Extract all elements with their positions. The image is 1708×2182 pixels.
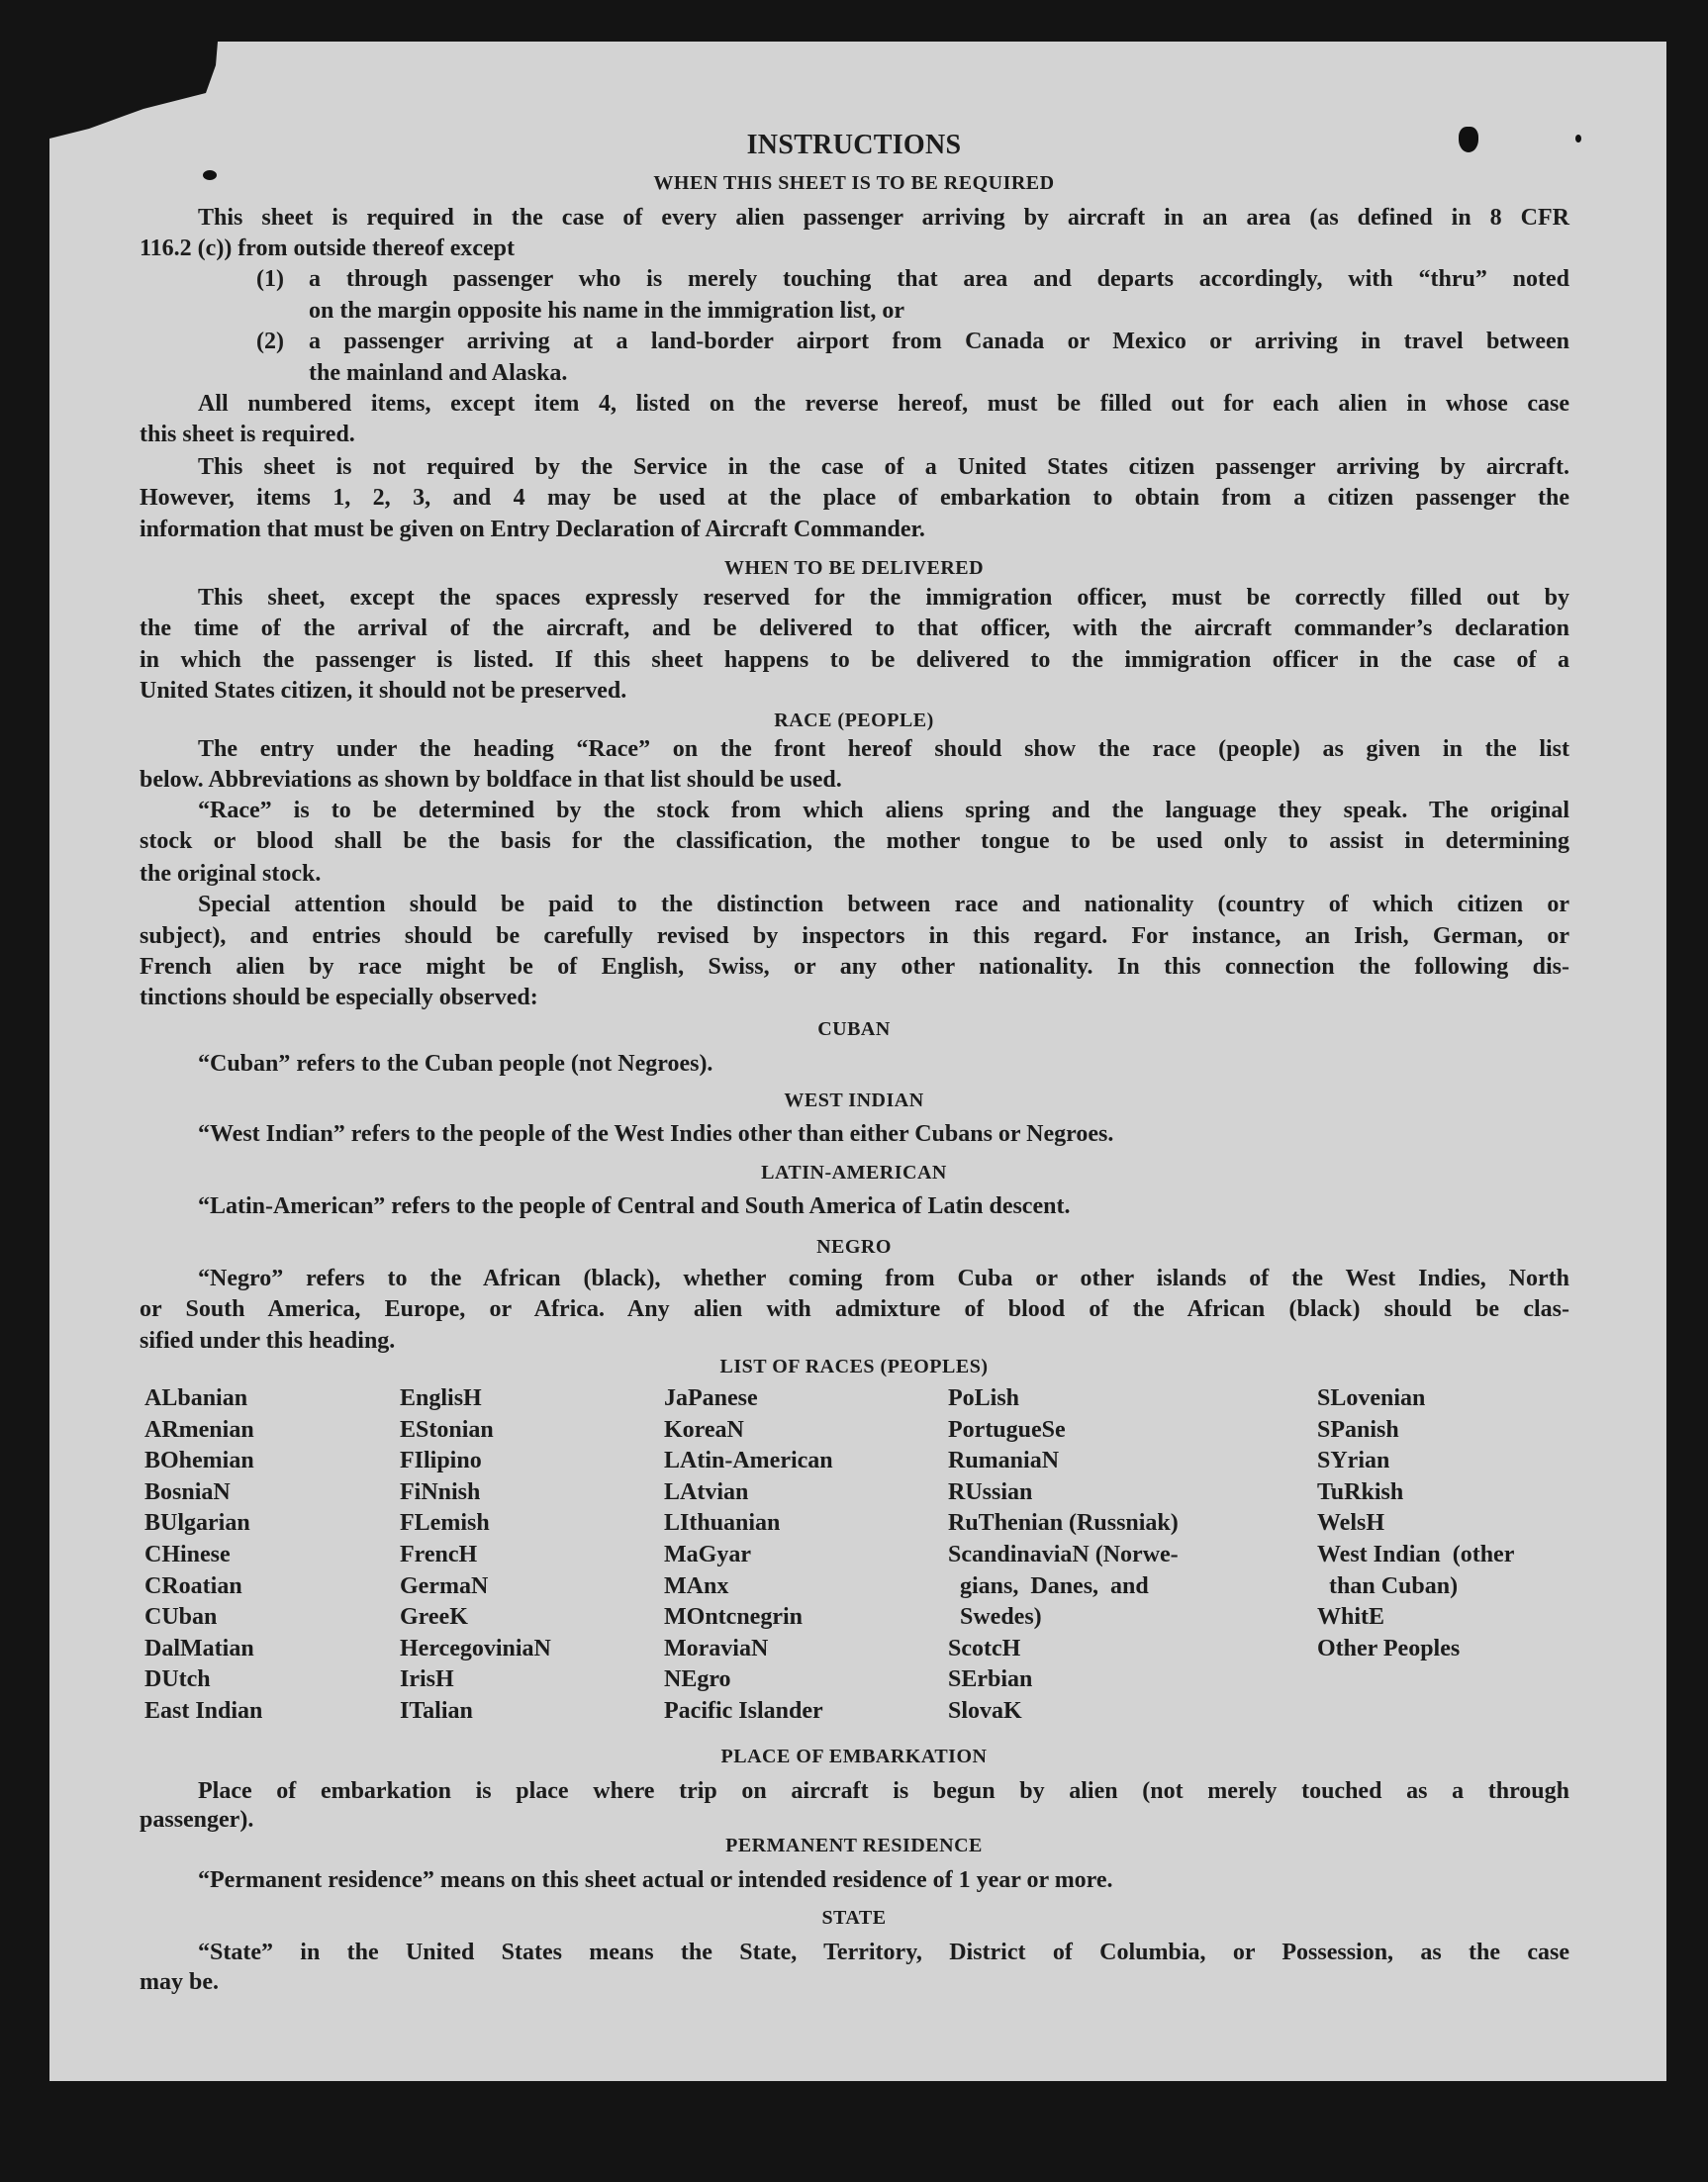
race-list-item: SYrian	[1317, 1448, 1390, 1474]
paragraph-line: subject), and entries should be carefully revised by inspectors in this regard. For instance, an Irish, German, or	[140, 922, 1569, 949]
item-number: (1)	[256, 265, 284, 292]
paragraph-line: “Permanent residence” means on this sheet actual or intended residence of 1 year or more.	[198, 1866, 1113, 1893]
race-list-item: FIlipino	[400, 1448, 482, 1474]
paragraph-line: “Negro” refers to the African (black), whether coming from Cuba or other islands of the West Indies, North	[198, 1266, 1569, 1292]
race-list-item: BOhemian	[144, 1448, 254, 1474]
paragraph-line: Place of embarkation is place where trip on aircraft is begun by alien (not merely touched as a through	[198, 1777, 1569, 1804]
paragraph-line: in which the passenger is listed. If this sheet happens to be delivered to the immigration officer in the case of a	[140, 647, 1569, 674]
race-list-item: ScandinaviaN (Norwe-	[948, 1541, 1179, 1567]
race-list-item: than Cuban)	[1317, 1572, 1459, 1599]
paragraph-line: sified under this heading.	[140, 1328, 396, 1355]
paragraph-line: the original stock.	[140, 860, 322, 887]
race-list-item: SErbian	[948, 1666, 1033, 1693]
race-list-item: MAnx	[664, 1572, 729, 1599]
item-number: (2)	[256, 329, 284, 355]
paragraph-line: below. Abbreviations as shown by boldface in that list should be used.	[140, 767, 842, 794]
race-list-item: Swedes)	[948, 1604, 1042, 1631]
section-heading: NEGRO	[816, 1235, 892, 1258]
race-list-item: BosniaN	[144, 1478, 231, 1505]
paragraph-line: passenger).	[140, 1807, 254, 1834]
race-list-item: EStonian	[400, 1416, 494, 1443]
race-list-item: FLemish	[400, 1510, 490, 1537]
section-heading: WHEN TO BE DELIVERED	[723, 557, 985, 580]
paragraph-line: The entry under the heading “Race” on the front hereof should show the race (people) as given in the list	[198, 736, 1569, 763]
paragraph-line: This sheet is not required by the Service in the case of a United States citizen passenger arriving by aircraft.	[198, 453, 1569, 480]
race-list-item: PoLish	[948, 1385, 1020, 1412]
race-list-item: CHinese	[144, 1541, 231, 1567]
race-list-item: ARmenian	[144, 1416, 254, 1443]
race-list-item: ITalian	[400, 1697, 473, 1724]
paragraph-line: However, items 1, 2, 3, and 4 may be used at the place of embarkation to obtain from a citizen passenger the	[140, 484, 1569, 511]
race-list-item: WelsH	[1317, 1510, 1385, 1537]
paragraph-line: French alien by race might be of English, Swiss, or any other nationality. In this connection the following dis-	[140, 953, 1569, 980]
paragraph-line: may be.	[140, 1968, 219, 1995]
paragraph-line: information that must be given on Entry Declaration of Aircraft Commander.	[140, 517, 925, 543]
section-heading: PERMANENT RESIDENCE	[725, 1834, 983, 1856]
race-list-item: TuRkish	[1317, 1478, 1404, 1505]
race-list-item: HercegoviniaN	[400, 1635, 551, 1661]
race-list-item: SPanish	[1317, 1416, 1399, 1443]
race-list-item: gians, Danes, and	[948, 1572, 1149, 1599]
race-list-item: RUssian	[948, 1478, 1033, 1505]
race-list-item: LAtin-American	[664, 1448, 833, 1474]
race-list-item: KoreaN	[664, 1416, 744, 1443]
paragraph-line: “Race” is to be determined by the stock from which aliens spring and the language they speak. The original	[198, 798, 1569, 824]
paragraph-line: “Latin-American” refers to the people of Central and South America of Latin descent.	[198, 1192, 1071, 1219]
section-heading: CUBAN	[817, 1018, 891, 1041]
race-list-item: BUlgarian	[144, 1510, 250, 1537]
race-list-item: DalMatian	[144, 1635, 254, 1661]
item-line: the mainland and Alaska.	[309, 360, 568, 387]
race-list-item: ScotcH	[948, 1635, 1021, 1661]
race-list-item: RuThenian (Russniak)	[948, 1510, 1179, 1537]
race-list-item: FrencH	[400, 1541, 478, 1567]
race-list-item: DUtch	[144, 1666, 211, 1693]
paragraph-line: Special attention should be paid to the distinction between race and nationality (country of which citizen or	[198, 891, 1569, 917]
race-list-item: MoraviaN	[664, 1635, 769, 1661]
race-list-item: West Indian (other	[1317, 1541, 1515, 1567]
item-line: a passenger arriving at a land-border airport from Canada or Mexico or arriving in travel between	[309, 329, 1569, 355]
paragraph-line: This sheet is required in the case of every alien passenger arriving by aircraft in an area (as defined in 8 CFR	[198, 204, 1569, 231]
race-list-item: NEgro	[664, 1666, 731, 1693]
race-list-item: Other Peoples	[1317, 1635, 1461, 1661]
paragraph-line: this sheet is required.	[140, 422, 355, 448]
race-list-item: SLovenian	[1317, 1385, 1426, 1412]
paragraph-line: the time of the arrival of the aircraft, and be delivered to that officer, with the aircraft commander’s declaration	[140, 615, 1569, 641]
paragraph-line: “State” in the United States means the State, Territory, District of Columbia, or Possession, as the case	[198, 1940, 1569, 1966]
race-list-item: CRoatian	[144, 1572, 242, 1599]
race-list-item: ALbanian	[144, 1385, 248, 1412]
section-heading: LIST OF RACES (PEOPLES)	[719, 1355, 989, 1377]
paragraph-line: “Cuban” refers to the Cuban people (not Negroes).	[198, 1051, 713, 1078]
paragraph-line: 116.2 (c)) from outside thereof except	[140, 235, 516, 261]
paragraph-line: tinctions should be especially observed:	[140, 984, 538, 1010]
race-list-item: PortugueSe	[948, 1416, 1066, 1443]
paragraph-line: stock or blood shall be the basis for the classification, the mother tongue to be used only to assist in determining	[140, 828, 1569, 855]
race-list-item: FiNnish	[400, 1478, 481, 1505]
paragraph-line: All numbered items, except item 4, listed on the reverse hereof, must be filled out for each alien in whose case	[198, 391, 1569, 418]
section-heading: WEST INDIAN	[784, 1089, 924, 1111]
page-title: INSTRUCTIONS	[746, 129, 962, 160]
paragraph-line: This sheet, except the spaces expressly reserved for the immigration officer, must be correctly filled out by	[198, 585, 1569, 611]
race-list-item: GreeK	[400, 1604, 468, 1631]
race-list-item: EnglisH	[400, 1385, 482, 1412]
race-list-item: MaGyar	[664, 1541, 751, 1567]
race-list-item: CUban	[144, 1604, 218, 1631]
item-line: a through passenger who is merely touching that area and departs accordingly, with “thru” noted	[309, 265, 1569, 292]
paragraph-line: “West Indian” refers to the people of the West Indies other than either Cubans or Negroes.	[198, 1120, 1114, 1147]
race-list-item: Pacific Islander	[664, 1697, 823, 1724]
section-heading: PLACE OF EMBARKATION	[720, 1745, 988, 1767]
section-heading: RACE (PEOPLE)	[774, 709, 934, 731]
race-list-item: JaPanese	[664, 1385, 758, 1412]
section-heading: LATIN-AMERICAN	[761, 1162, 947, 1185]
race-list-item: LAtvian	[664, 1478, 749, 1505]
item-line: on the margin opposite his name in the immigration list, or	[309, 298, 905, 325]
section-heading: WHEN THIS SHEET IS TO BE REQUIRED	[653, 171, 1055, 194]
race-list-item: IrisH	[400, 1666, 454, 1693]
race-list-item: LIthuanian	[664, 1510, 781, 1537]
race-list-item: East Indian	[144, 1697, 263, 1724]
paragraph-line: or South America, Europe, or Africa. Any alien with admixture of blood of the African (black) should be clas-	[140, 1295, 1569, 1322]
section-heading: STATE	[821, 1906, 887, 1929]
paragraph-line: United States citizen, it should not be preserved.	[140, 678, 627, 705]
race-list-item: MOntcnegrin	[664, 1604, 803, 1631]
race-list-item: SlovaK	[948, 1697, 1022, 1724]
race-list-item: GermaN	[400, 1572, 489, 1599]
race-list-item: WhitE	[1317, 1604, 1385, 1631]
race-list-item: RumaniaN	[948, 1448, 1060, 1474]
